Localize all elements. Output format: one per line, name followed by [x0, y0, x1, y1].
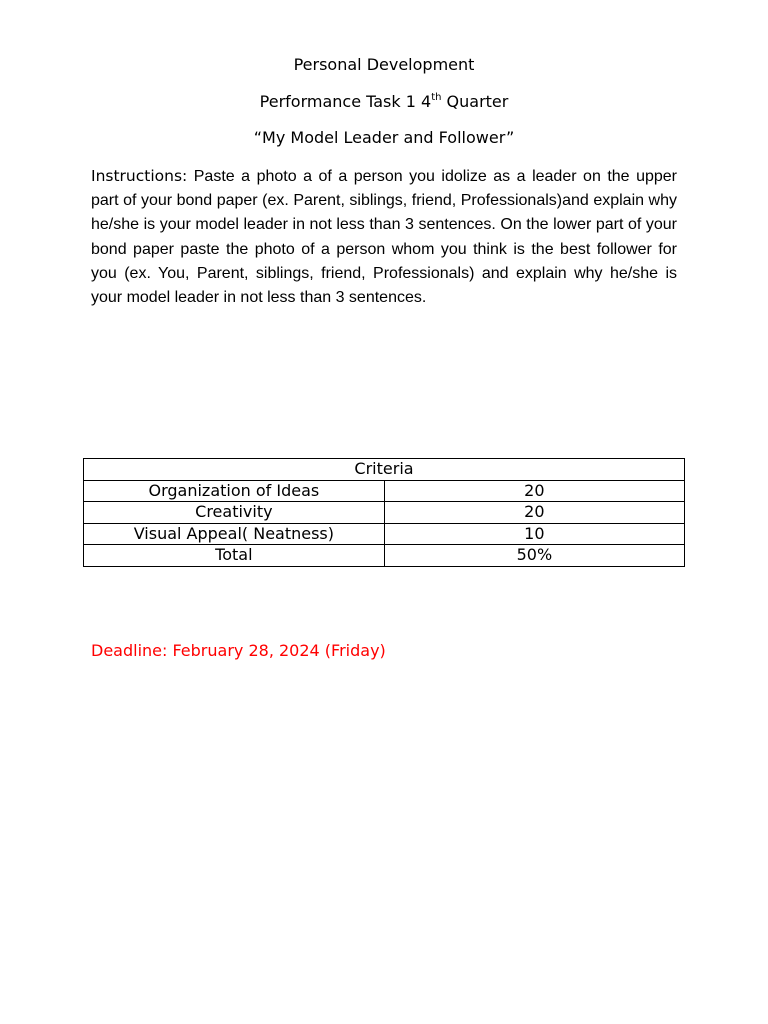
deadline-text: Deadline: February 28, 2024 (Friday) — [91, 641, 386, 660]
criterion-cell: Total — [84, 545, 385, 567]
task-subtitle-tail: Quarter — [441, 92, 509, 111]
table-row — [84, 523, 685, 545]
points-cell: 20 — [384, 480, 684, 502]
task-subtitle-ordinal: th — [431, 91, 442, 103]
criterion-cell: Organization of Ideas — [84, 480, 385, 502]
points-cell: 50% — [384, 545, 684, 567]
table-row — [84, 502, 685, 524]
document-title: Personal Development — [293, 55, 475, 74]
criteria-header-row — [84, 459, 685, 481]
instructions-label: Instructions: — [91, 167, 188, 185]
table-row — [84, 545, 685, 567]
points-cell: 10 — [384, 523, 684, 545]
instructions-paragraph — [91, 164, 677, 310]
instructions-text: Paste a photo a of a person you idolize as a leader on the upper part of your bond paper (ex. Parent, siblings, friend, Professionals)and explain why he/she is your model leader in not less than 3 sentences. On the lower part of your bond paper paste the photo of a person whom you think is the best follower for you (ex. You, Parent, siblings, friend, Professionals) and explain why he/she is your model leader in not less than 3 sentences. — [91, 168, 677, 307]
table-row — [84, 480, 685, 502]
task-name: “My Model Leader and Follower” — [253, 128, 515, 147]
task-subtitle — [0, 92, 768, 112]
points-cell: 20 — [384, 502, 684, 524]
task-subtitle-main: Performance Task 1 4 — [259, 92, 432, 111]
criterion-cell: Creativity — [84, 502, 385, 524]
criterion-cell: Visual Appeal( Neatness) — [84, 523, 385, 545]
criteria-header: Criteria — [84, 459, 685, 481]
criteria-table — [83, 458, 685, 567]
